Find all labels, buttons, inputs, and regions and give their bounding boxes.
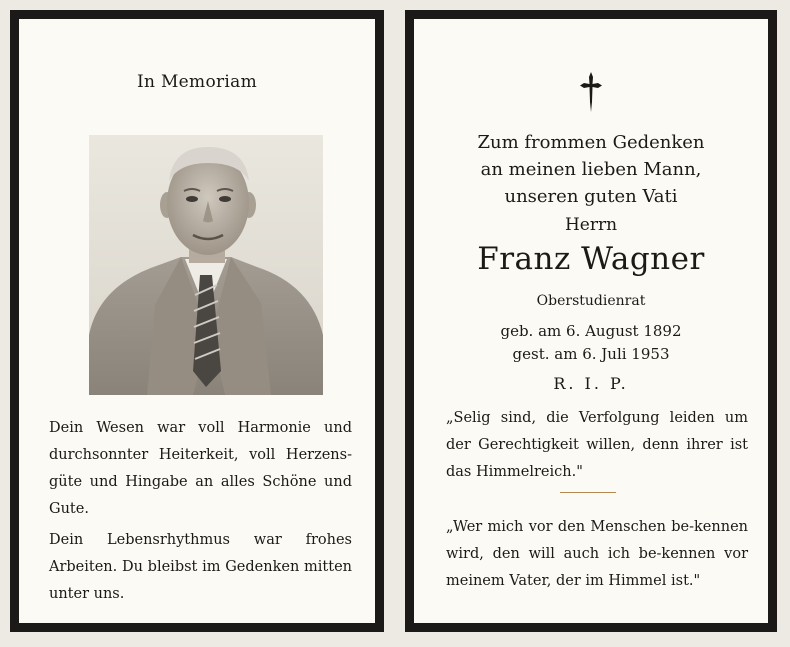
dedication-line-2: an meinen lieben Mann, [480,159,702,180]
dedication-line-3: unseren guten Vati [504,186,678,207]
birth-date: geb. am 6. August 1892 [500,322,682,340]
memorial-card-left [10,10,384,632]
dedication-line-1: Zum frommen Gedenken [477,132,705,153]
rip-text: R. I. P. [553,374,629,393]
tribute-paragraph-1: Dein Wesen war voll Harmonie und durchsonnter Heiterkeit, voll Herzens-güte und Hingabe an alles Schöne und Gute. [49,420,352,517]
right-card-inner [414,19,768,623]
tribute-paragraph-2: Dein Lebensrhythmus war frohes Arbeiten. Du bleibst im Gedenken mitten unter uns. [49,532,352,602]
bible-quote-1: „Selig sind, die Verfolgung leiden um der Gerechtigkeit willen, denn ihrer ist das Himmelreich." [446,410,748,480]
life-dates [414,320,768,366]
in-memoriam-heading: In Memoriam [136,72,257,92]
death-date: gest. am 6. Juli 1953 [512,345,670,363]
deceased-name: Franz Wagner [477,241,705,277]
bible-quote-2: „Wer mich vor den Menschen be-kennen wird, den will auch ich be-kennen vor meinem Vater, der im Himmel ist." [446,519,748,589]
dedication [414,129,768,210]
deceased-role: Oberstudienrat [536,293,646,309]
cross-icon [414,72,768,116]
memorial-card-right [405,10,777,632]
salutation: Herrn [564,215,618,235]
left-card-inner [19,19,375,623]
divider-line [560,492,616,493]
portrait-photo [89,135,323,395]
